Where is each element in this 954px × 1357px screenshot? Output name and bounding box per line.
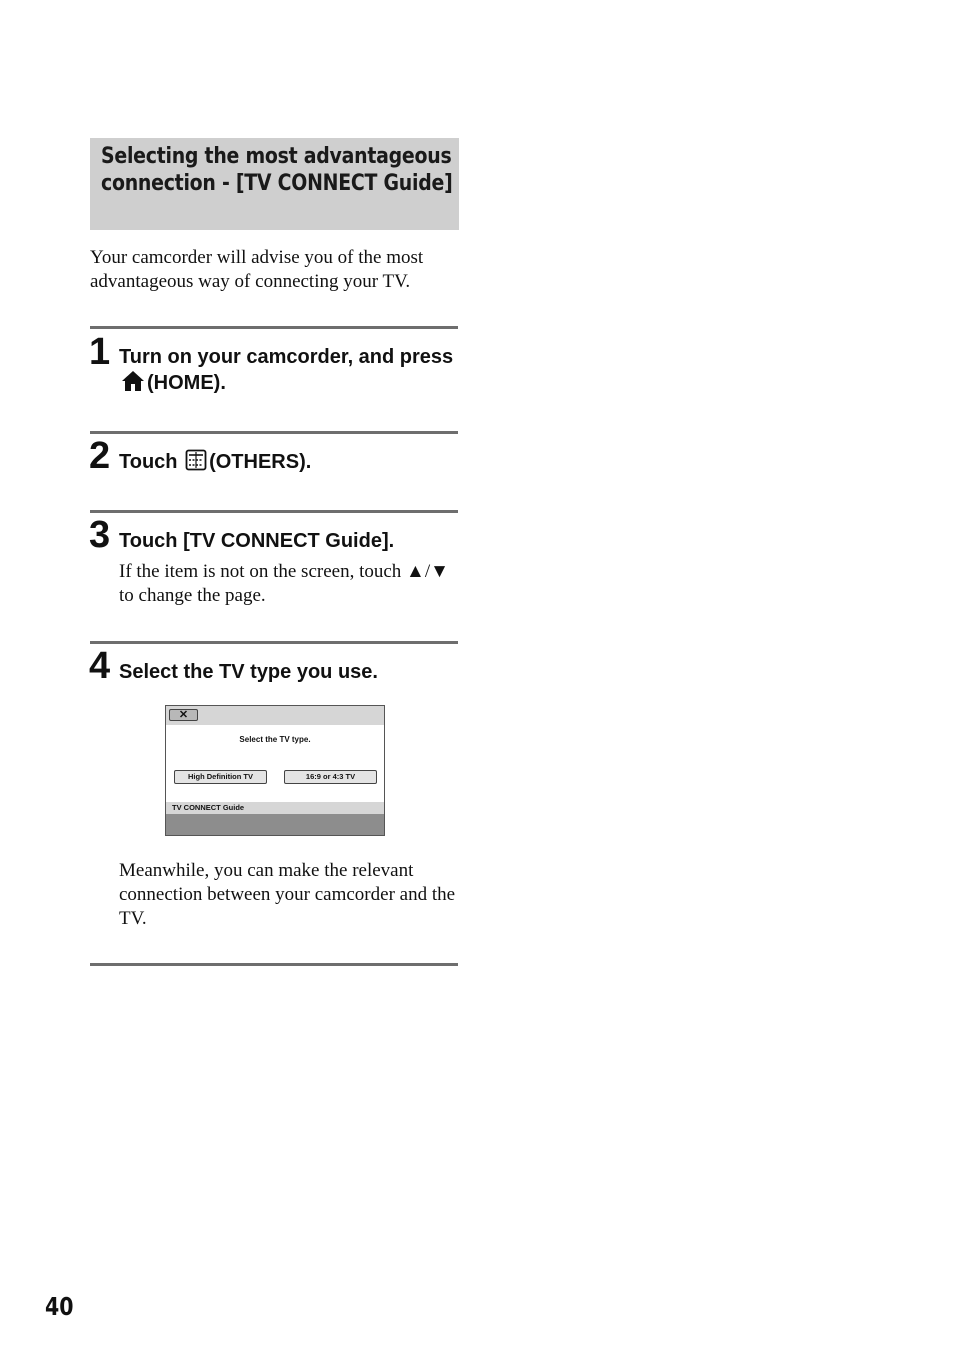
- step-divider: [90, 641, 458, 644]
- step-4-body: Meanwhile, you can make the relevant connection between your camcorder and the TV.: [119, 860, 456, 929]
- step-1-title: [119, 344, 459, 399]
- screen-footer-label: TV CONNECT Guide: [166, 802, 384, 814]
- others-icon: [185, 449, 207, 478]
- step-divider: [90, 326, 458, 329]
- step-3-title: Touch [TV CONNECT Guide].: [119, 530, 395, 552]
- step-divider: [90, 510, 458, 513]
- step-number-4: 4: [89, 645, 111, 687]
- section-heading-box: [90, 138, 459, 230]
- standard-tv-button[interactable]: 16:9 or 4:3 TV: [284, 770, 377, 784]
- high-definition-tv-button[interactable]: High Definition TV: [174, 770, 267, 784]
- step-number-3: 3: [89, 514, 111, 556]
- screen-prompt: Select the TV type.: [239, 735, 311, 744]
- home-icon: [121, 370, 145, 399]
- step-4-title: Select the TV type you use.: [119, 661, 378, 683]
- section-heading: Selecting the most advantageous connection - [TV CONNECT Guide]: [101, 144, 453, 196]
- step-1-title-suffix: (HOME).: [147, 372, 226, 394]
- intro-text: Your camcorder will advise you of the most advantageous way of connecting your TV.: [90, 247, 424, 292]
- step-2-title-suffix: (OTHERS).: [209, 451, 312, 473]
- screen-top-bar: [166, 706, 384, 725]
- section-end-divider: [90, 963, 458, 966]
- page-number: 40: [45, 1292, 74, 1321]
- camcorder-screen: [165, 705, 385, 836]
- step-number-2: 2: [89, 435, 111, 477]
- step-number-1: 1: [89, 331, 111, 373]
- step-2-title: [119, 449, 459, 478]
- close-button[interactable]: ✕: [169, 709, 198, 721]
- step-3-body: If the item is not on the screen, touch ▲/▼ to change the page.: [119, 561, 449, 606]
- step-divider: [90, 431, 458, 434]
- step-2-title-text: Touch: [119, 451, 184, 473]
- step-1-title-text: Turn on your camcorder, and press: [119, 346, 454, 368]
- screen-footer-bar: [166, 814, 384, 835]
